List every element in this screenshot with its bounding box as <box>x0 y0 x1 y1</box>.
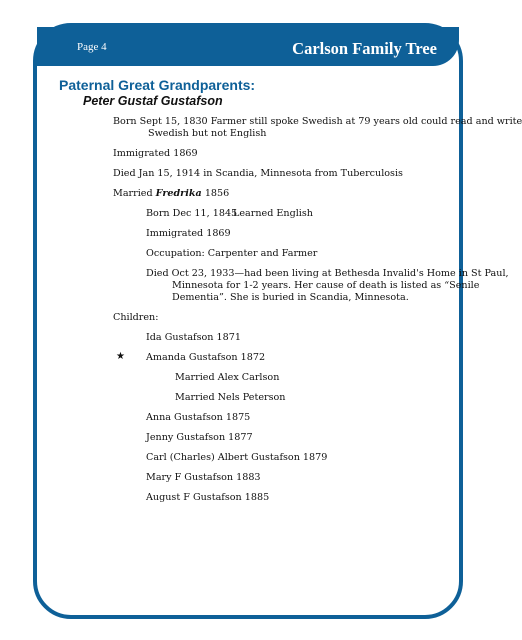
immigration-line: Immigrated 1869 <box>113 148 198 159</box>
child-marriage-item: Married Alex Carlson <box>175 372 280 383</box>
star-icon: ★ <box>116 351 125 362</box>
spouse-death-line-continued: Minnesota for 1-2 years. Her cause of death is listed as “Senile <box>172 280 480 291</box>
document-title: Carlson Family Tree <box>292 39 437 58</box>
child-list-item: Ida Gustafson 1871 <box>146 332 241 343</box>
page-number: Page 4 <box>77 41 107 53</box>
child-list-item: Anna Gustafson 1875 <box>146 412 251 423</box>
child-list-item: Jenny Gustafson 1877 <box>146 432 253 443</box>
section-subject-name: Peter Gustaf Gustafson <box>83 94 223 108</box>
birth-line: Born Sept 15, 1830 Farmer still spoke Swedish at 79 years old could read and write <box>113 116 522 127</box>
child-list-item: Amanda Gustafson 1872 <box>146 352 266 363</box>
marriage-prefix: Married <box>113 188 153 199</box>
page-content <box>37 27 522 615</box>
spouse-birth-line: Born Dec 11, 1845 <box>146 208 238 219</box>
marriage-year: 1856 <box>204 188 230 199</box>
spouse-death-line: Died Oct 23, 1933—had been living at Bethesda Invalid's Home in St Paul, <box>146 268 509 279</box>
death-line: Died Jan 15, 1914 in Scandia, Minnesota from Tuberculosis <box>113 168 403 179</box>
spouse-occupation-line: Occupation: Carpenter and Farmer <box>146 248 318 259</box>
child-list-item: Carl (Charles) Albert Gustafson 1879 <box>146 452 328 463</box>
spouse-language-note: Learned English <box>233 208 313 219</box>
marriage-line <box>113 188 229 200</box>
page-frame <box>33 23 522 619</box>
spouse-name: Fredrika <box>155 188 202 199</box>
birth-line-continued: Swedish but not English <box>148 128 267 139</box>
child-list-item: August F Gustafson 1885 <box>146 492 270 503</box>
section-title: Paternal Great Grandparents: <box>59 77 256 93</box>
spouse-immigration-line: Immigrated 1869 <box>146 228 231 239</box>
child-marriage-item: Married Nels Peterson <box>175 392 286 403</box>
child-list-item: Mary F Gustafson 1883 <box>146 472 261 483</box>
children-label: Children: <box>113 312 159 323</box>
spouse-death-line-end: Dementia”. She is buried in Scandia, Minnesota. <box>172 292 409 303</box>
